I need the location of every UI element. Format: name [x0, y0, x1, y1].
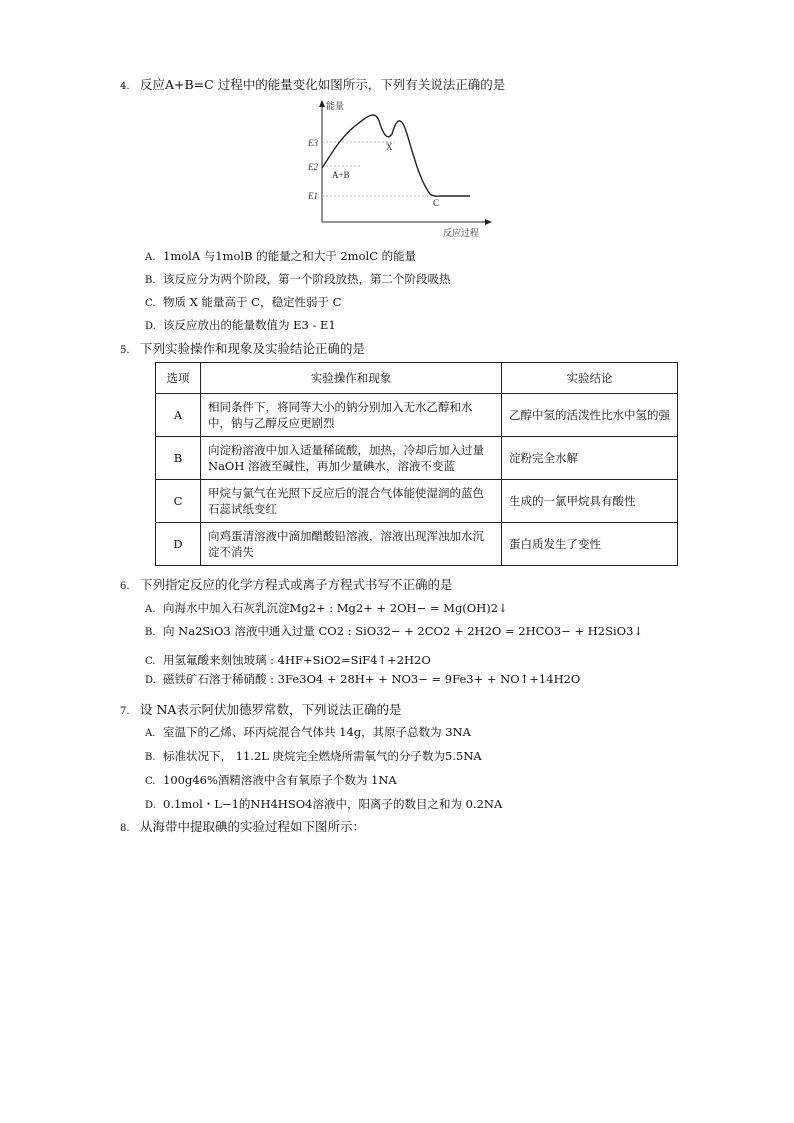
option-letter: B. [145, 627, 156, 638]
row-operation: 甲烷与氯气在光照下反应后的混合气体能使湿润的蓝色石蕊试纸变红 [201, 480, 502, 523]
option-text: 磁铁矿石溶于稀硝酸 : 3Fe3O4 + 28H+ + NO3− = 9Fe3+ + NO↑+14H2O [163, 672, 581, 686]
row-conclusion: 蛋白质发生了变性 [502, 523, 678, 566]
question-text: 下列指定反应的化学方程式或离子方程式书写不正确的是 [140, 577, 453, 592]
option-text: 室温下的乙烯、环丙烷混合气体共 14g，其原子总数为 3NA [163, 725, 471, 739]
q4-option-c [145, 294, 341, 312]
q6-option-c [145, 652, 431, 670]
table-row [156, 480, 678, 523]
option-letter: B. [145, 275, 156, 286]
q4-option-a [145, 248, 416, 266]
q4-option-b [145, 271, 451, 289]
q7-option-a [145, 724, 471, 742]
question-5-stem [120, 340, 365, 360]
question-4-stem [120, 76, 505, 96]
option-text: 1molA 与1molB 的能量之和大于 2molC 的能量 [163, 249, 417, 263]
intermediate-label: X [386, 142, 393, 152]
option-letter: D. [145, 800, 156, 811]
option-letter: C. [145, 776, 156, 787]
option-text: 0.1mol・L−1的NH4HSO4溶液中，阳离子的数目之和为 0.2NA [163, 797, 503, 811]
option-letter: C. [145, 298, 156, 309]
x-axis-arrow [485, 219, 492, 225]
row-option: A [156, 394, 201, 437]
question-number: 6. [120, 581, 130, 592]
option-text: 100g46%酒精溶液中含有氧原子个数为 1NA [163, 773, 397, 787]
option-text: 标准状况下， 11.2L 庚烷完全燃烧所需氧气的分子数为5.5NA [163, 749, 482, 763]
question-6-stem [120, 576, 453, 596]
question-text: 从海带中提取碘的实验过程如下图所示： [140, 819, 366, 834]
option-text: 该反应分为两个阶段，第一个阶段放热，第二个阶段吸热 [163, 272, 451, 286]
header-option: 选项 [156, 363, 201, 394]
table-header-row [156, 363, 678, 394]
tick-e3: E3 [308, 138, 318, 148]
q7-option-b [145, 748, 482, 766]
row-option: C [156, 480, 201, 523]
option-letter: A. [145, 252, 156, 263]
table-row [156, 394, 678, 437]
header-operation: 实验操作和现象 [201, 363, 502, 394]
q7-option-c [145, 772, 397, 790]
option-letter: C. [145, 656, 156, 667]
x-axis-label: 反应过程 [443, 228, 480, 238]
energy-curve [322, 115, 470, 196]
header-conclusion: 实验结论 [502, 363, 678, 394]
option-text: 物质 X 能量高于 C，稳定性弱于 C [163, 295, 342, 309]
row-option: B [156, 437, 201, 480]
y-axis-arrow [319, 100, 325, 107]
q4-option-d [145, 317, 336, 335]
question-number: 8. [120, 823, 130, 834]
experiment-table [155, 362, 678, 566]
option-text: 向海水中加入石灰乳沉淀Mg2+ : Mg2+ + 2OH− = Mg(OH)2↓ [163, 601, 508, 615]
option-text: 用氢氟酸来刻蚀玻璃 : 4HF+SiO2=SiF4↑+2H2O [163, 653, 431, 667]
option-letter: D. [145, 321, 156, 332]
question-text: 反应A+B=C 过程中的能量变化如图所示，下列有关说法正确的是 [140, 77, 506, 92]
table-row [156, 523, 678, 566]
option-letter: A. [145, 728, 156, 739]
row-conclusion: 淀粉完全水解 [502, 437, 678, 480]
question-text: 设 NA表示阿伏加德罗常数，下列说法正确的是 [140, 702, 402, 717]
y-axis-label: 能量 [326, 101, 345, 111]
option-letter: A. [145, 604, 156, 615]
row-operation: 向鸡蛋清溶液中滴加醋酸铅溶液，溶液出现浑浊加水沉淀不消失 [201, 523, 502, 566]
option-text: 该反应放出的能量数值为 E3 - E1 [163, 318, 336, 332]
product-label: C [433, 198, 440, 208]
row-option: D [156, 523, 201, 566]
q6-option-d [145, 671, 580, 689]
reactant-label: A+B [332, 170, 350, 180]
q7-option-d [145, 796, 502, 814]
q6-option-b [145, 623, 643, 641]
tick-e1: E1 [308, 191, 318, 201]
option-letter: B. [145, 752, 156, 763]
q6-option-a [145, 600, 508, 618]
option-letter: D. [145, 675, 156, 686]
question-number: 4. [120, 81, 130, 92]
question-number: 5. [120, 345, 130, 356]
option-text: 向 Na2SiO3 溶液中通入过量 CO2 : SiO32− + 2CO2 + 2H2O = 2HCO3− + H2SiO3↓ [163, 624, 644, 638]
question-text: 下列实验操作和现象及实验结论正确的是 [140, 341, 366, 356]
question-number: 7. [120, 706, 130, 717]
tick-e2: E2 [308, 162, 318, 172]
row-conclusion: 生成的一氯甲烷具有酸性 [502, 480, 678, 523]
table-row [156, 437, 678, 480]
question-7-stem [120, 701, 401, 721]
row-operation: 向淀粉溶液中加入适量稀硫酸，加热，冷却后加入过量 NaOH 溶液至碱性，再加少量碘水，溶液不变蓝 [201, 437, 502, 480]
question-8-stem [120, 818, 365, 838]
row-operation: 相同条件下，将同等大小的钠分别加入无水乙醇和水中，钠与乙醇反应更剧烈 [201, 394, 502, 437]
row-conclusion: 乙醇中氢的活泼性比水中氢的强 [502, 394, 678, 437]
energy-diagram [300, 98, 500, 240]
